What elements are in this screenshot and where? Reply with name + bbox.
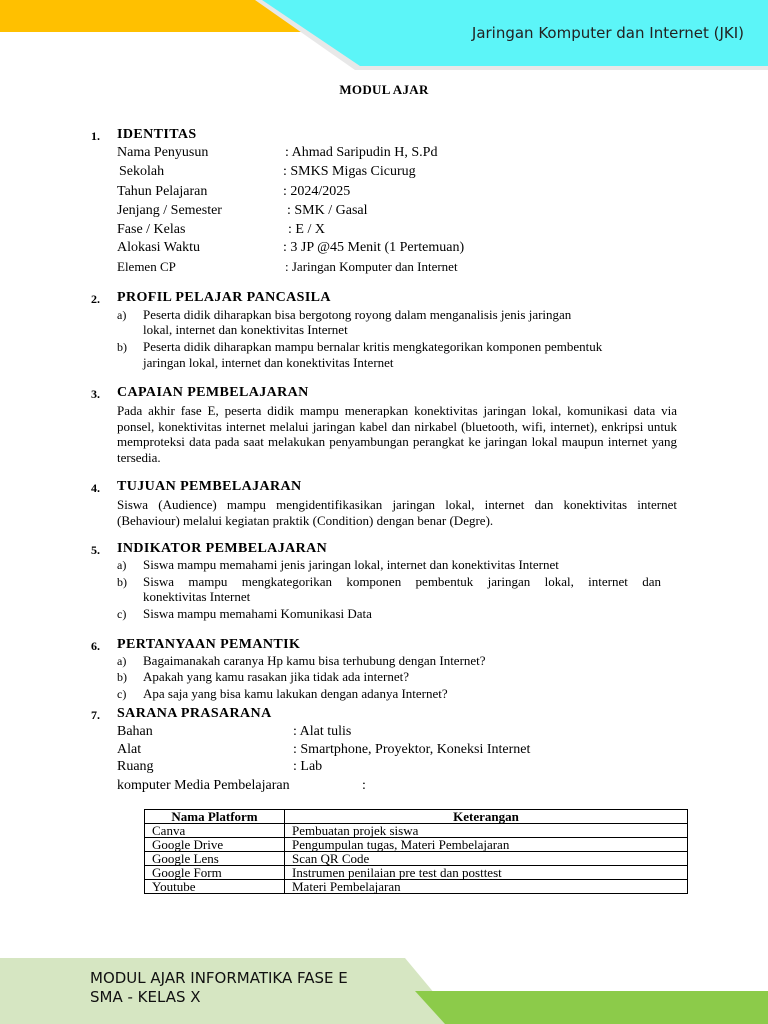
sarana-label: Ruang: [117, 759, 154, 774]
list-item: Apa saja yang bisa kamu lakukan dengan adanya Internet?: [143, 686, 448, 701]
paragraph-tujuan: Siswa (Audience) mampu mengidentifikasikan jaringan lokal, internet dan konektivitas internet (Behaviour) melalui kegiatan praktik (Condition) dengan benar (Degre).: [117, 497, 677, 528]
table-header-row: [145, 810, 688, 824]
platform-name: Google Drive: [145, 838, 285, 852]
list-item: Apakah yang kamu rasakan jika tidak ada internet?: [143, 669, 410, 684]
sarana-value: : Smartphone, Proyektor, Koneksi Internet: [293, 742, 531, 757]
paragraph-capaian: Pada akhir fase E, peserta didik mampu menerapkan konektivitas jaringan lokal, komunikasi data via ponsel, konektivitas internet melalui jaringan kabel dan nirkabel (bluetooth, wifi, internet), enkripsi untuk memproteksi data pada saat melakukan penyambungan perangkat ke jaringan lokal maupun internet yang tersedia.: [117, 403, 677, 465]
identity-label: Nama Penyusun: [117, 145, 209, 160]
list-marker: b): [117, 670, 127, 684]
footer-line: MODUL AJAR INFORMATIKA FASE E: [90, 969, 348, 987]
section-title-tujuan: TUJUAN PEMBELAJARAN: [117, 479, 302, 494]
column-header: Keterangan: [285, 810, 688, 824]
list-item: Siswa mampu memahami Komunikasi Data: [143, 606, 372, 621]
list-marker: a): [117, 558, 127, 572]
identity-value: : Jaringan Komputer dan Internet: [285, 259, 458, 274]
platform-description: Pengumpulan tugas, Materi Pembelajaran: [285, 838, 688, 852]
identity-value: : Ahmad Saripudin H, S.Pd: [285, 145, 438, 160]
section-title-identitas: IDENTITAS: [117, 127, 197, 142]
table-row: [145, 824, 688, 838]
list-marker: a): [117, 654, 127, 668]
footer-text: [90, 969, 348, 1007]
identity-value: : 3 JP @45 Menit (1 Pertemuan): [283, 240, 465, 255]
identity-label: Alokasi Waktu: [117, 240, 200, 255]
identity-value: : 2024/2025: [283, 184, 351, 199]
identity-label: Jenjang / Semester: [117, 203, 222, 218]
table-row: [145, 852, 688, 866]
table-row: [145, 880, 688, 894]
sarana-value: : Lab: [293, 759, 323, 774]
table-row: [145, 866, 688, 880]
section-number: 7.: [91, 708, 100, 722]
platform-description: Scan QR Code: [285, 852, 688, 866]
list-marker: b): [117, 340, 127, 354]
list-item: Peserta didik diharapkan bisa bergotong royong dalam menganalisis jenis jaringan: [143, 307, 572, 322]
section-number: 1.: [91, 129, 100, 143]
identity-label: Elemen CP: [117, 259, 176, 274]
list-marker: b): [117, 575, 127, 589]
list-item-continuation: lokal, internet dan konektivitas Internet: [143, 322, 348, 337]
platform-description: Instrumen penilaian pre test dan posttest: [285, 866, 688, 880]
table-row: [145, 838, 688, 852]
column-header: Nama Platform: [145, 810, 285, 824]
identity-label: Tahun Pelajaran: [117, 184, 208, 199]
list-item-continuation: jaringan lokal, internet dan konektivitas Internet: [143, 355, 394, 370]
section-number: 2.: [91, 292, 100, 306]
identity-value: : E / X: [288, 222, 325, 237]
footer-line: SMA - KELAS X: [90, 988, 201, 1006]
identity-value: : SMK / Gasal: [287, 203, 368, 218]
section-title-profil: PROFIL PELAJAR PANCASILA: [117, 290, 331, 305]
platform-description: Pembuatan projek siswa: [285, 824, 688, 838]
platform-description: Materi Pembelajaran: [285, 880, 688, 894]
sarana-value: : Alat tulis: [293, 724, 352, 739]
platform-name: Canva: [145, 824, 285, 838]
list-item: Peserta didik diharapkan mampu bernalar kritis mengkategorikan komponen pembentuk: [143, 339, 603, 354]
list-item: Bagaimanakah caranya Hp kamu bisa terhubung dengan Internet?: [143, 653, 486, 668]
document-title: MODUL AJAR: [339, 82, 429, 97]
platform-name: Google Lens: [145, 852, 285, 866]
list-item: Siswa mampu mengkategorikan komponen pembentuk jaringan lokal, internet dan: [143, 574, 661, 589]
header-title: Jaringan Komputer dan Internet (JKI): [471, 24, 744, 42]
platform-table: [144, 809, 688, 894]
identity-label: Fase / Kelas: [117, 222, 186, 237]
section-number: 5.: [91, 543, 100, 557]
section-number: 4.: [91, 481, 100, 495]
platform-name: Google Form: [145, 866, 285, 880]
sarana-label: Bahan: [117, 724, 153, 739]
platform-name: Youtube: [145, 880, 285, 894]
section-number: 6.: [91, 639, 100, 653]
section-title-indikator: INDIKATOR PEMBELAJARAN: [117, 541, 328, 556]
section-title-sarana: SARANA PRASARANA: [117, 706, 272, 721]
media-label: komputer Media Pembelajaran: [117, 778, 290, 793]
list-item-continuation: konektivitas Internet: [143, 589, 251, 604]
list-item: Siswa mampu memahami jenis jaringan lokal, internet dan konektivitas Internet: [143, 557, 559, 572]
identity-label: Sekolah: [119, 164, 165, 179]
sarana-label: Alat: [117, 742, 142, 757]
section-number: 3.: [91, 387, 100, 401]
list-marker: c): [117, 687, 127, 701]
list-marker: a): [117, 308, 127, 322]
section-title-capaian: CAPAIAN PEMBELAJARAN: [117, 385, 309, 400]
media-colon: :: [362, 778, 366, 793]
identity-value: : SMKS Migas Cicurug: [283, 164, 416, 179]
list-marker: c): [117, 607, 127, 621]
section-title-pertanyaan: PERTANYAAN PEMANTIK: [117, 637, 301, 652]
